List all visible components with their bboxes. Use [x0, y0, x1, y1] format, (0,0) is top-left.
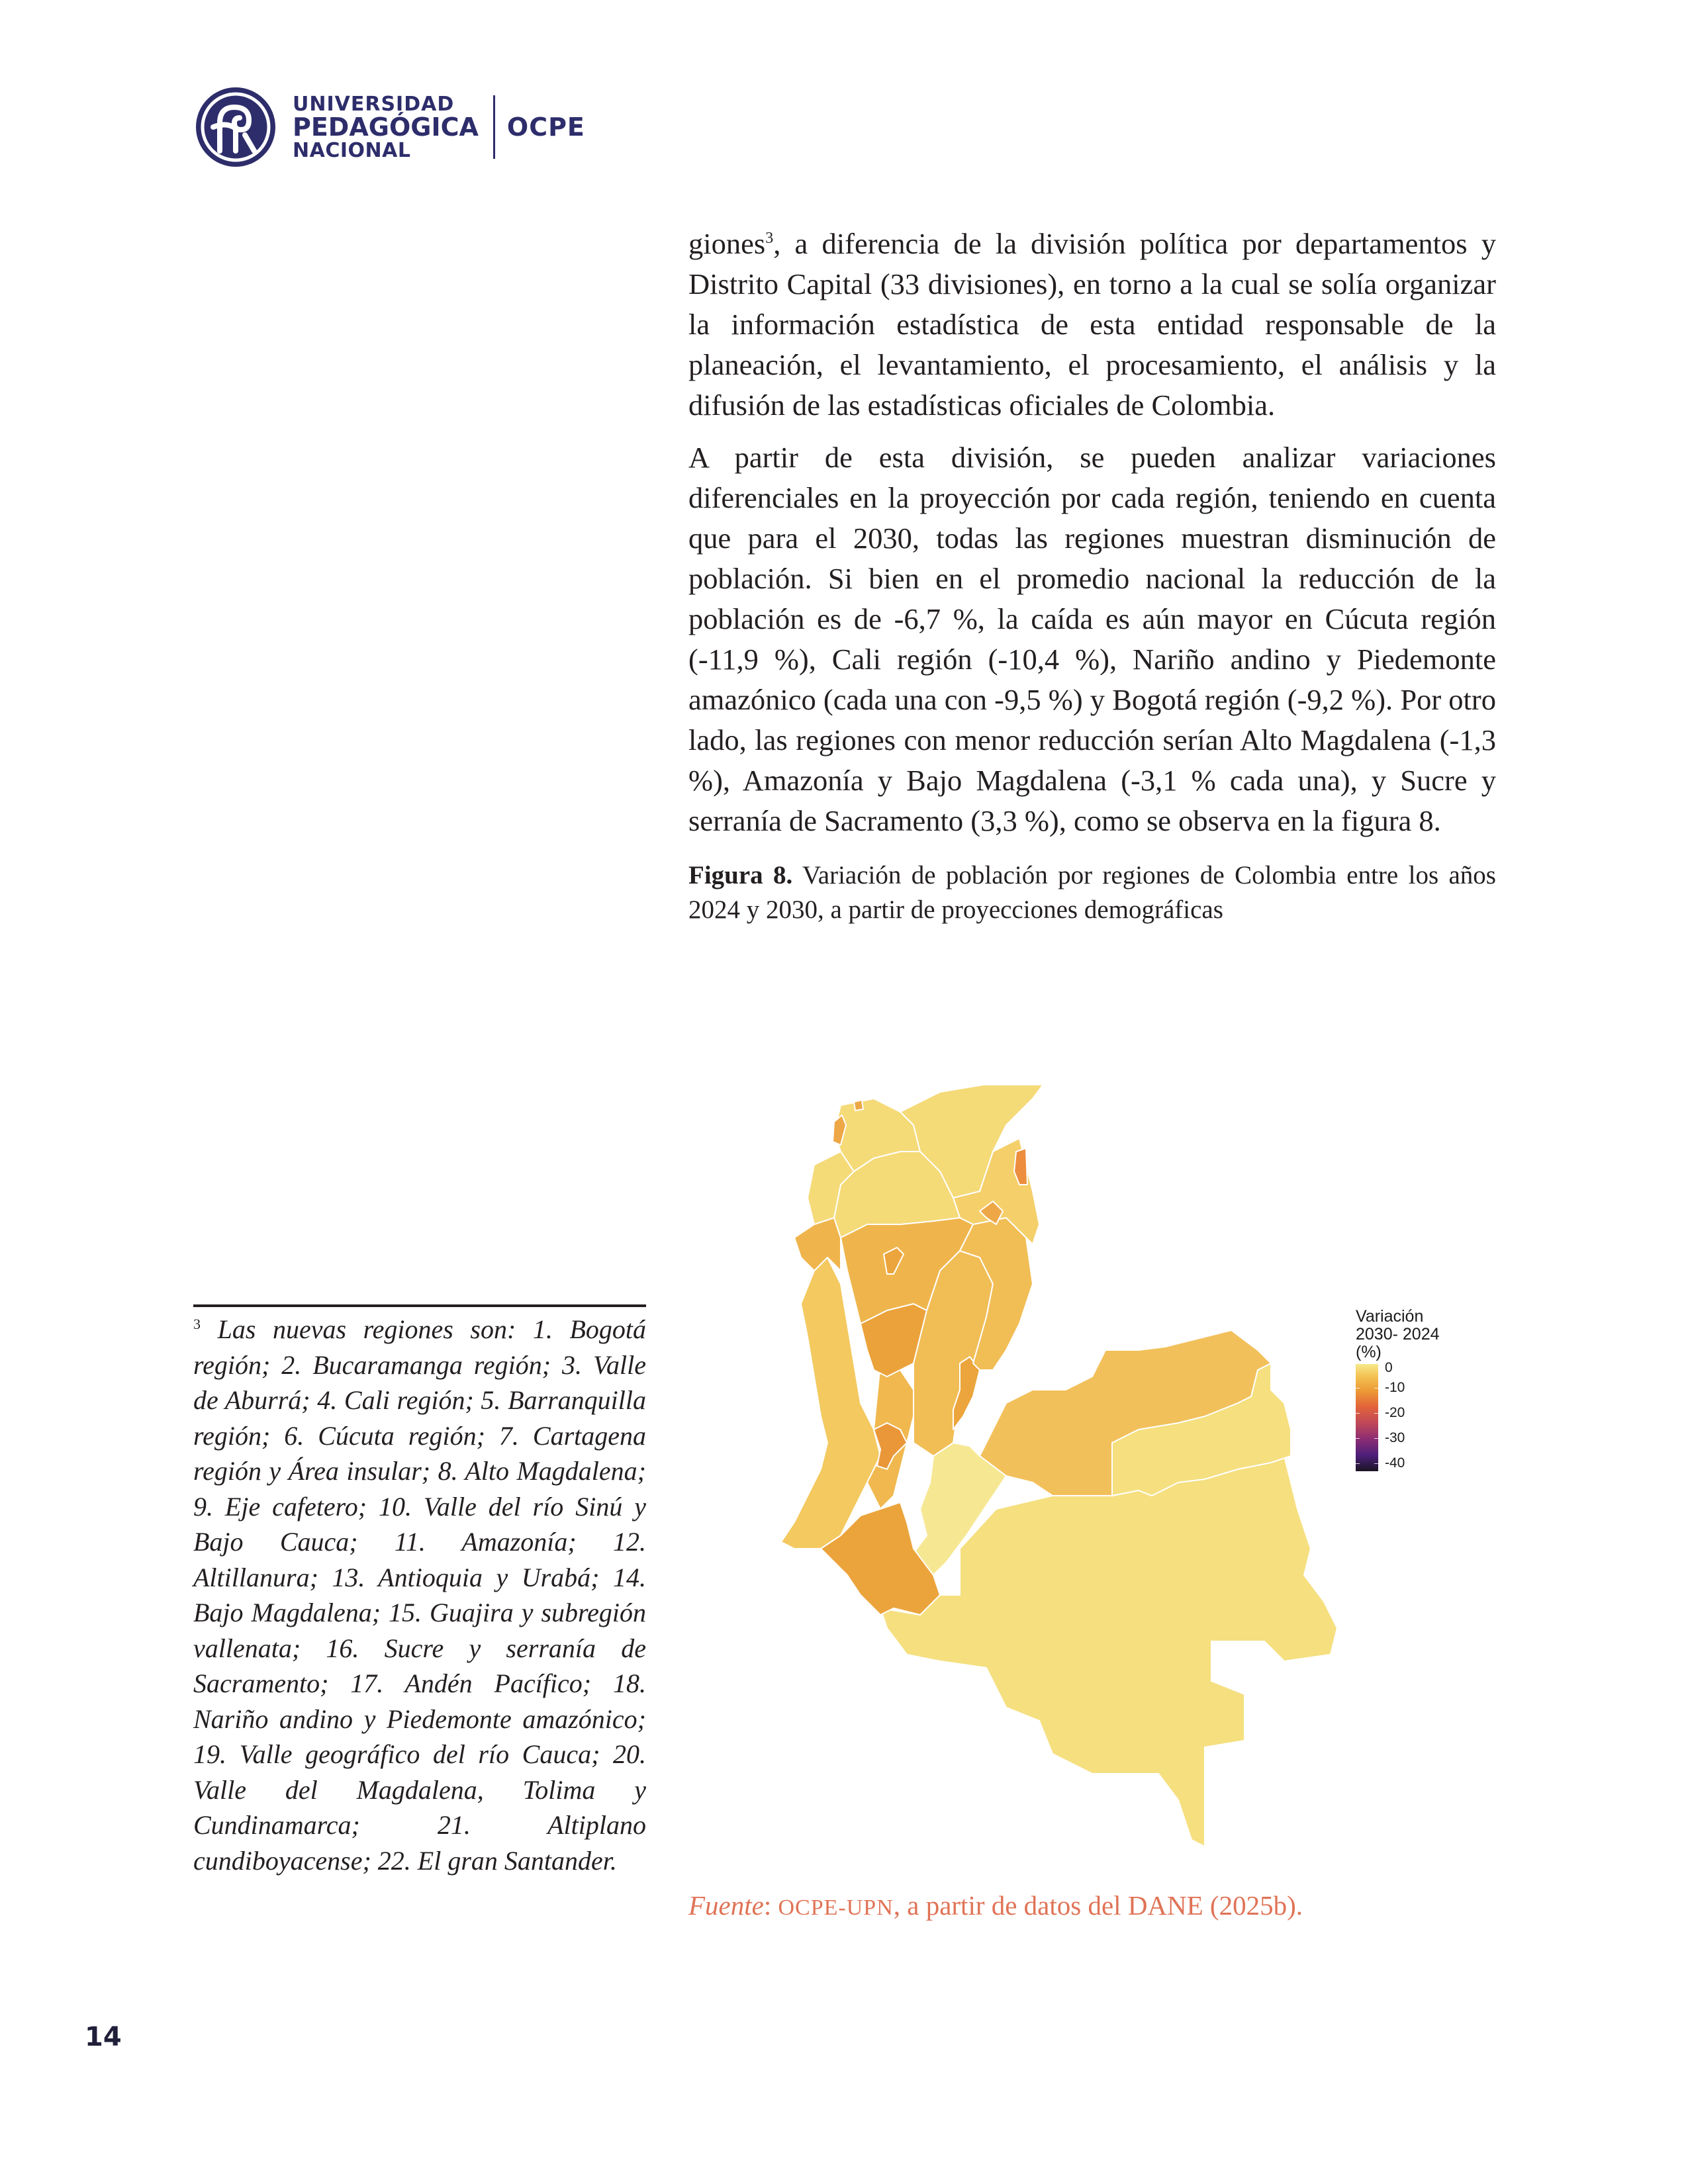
legend-tick-labels	[1385, 1360, 1418, 1477]
logo-divider	[493, 95, 495, 159]
upn-emblem-icon	[193, 85, 278, 169]
legend-tick-3: -30	[1385, 1430, 1405, 1445]
unit-name: OCPE	[506, 113, 585, 142]
source-org: OCPE-UPN	[778, 1895, 894, 1920]
logo-line-2: PEDAGÓGICA	[293, 112, 479, 142]
legend-color-scale	[1356, 1364, 1378, 1471]
main-column	[688, 224, 1496, 927]
legend-tick-0: 0	[1385, 1360, 1393, 1375]
figure-caption-text: Variación de población por regiones de Colombia entre los años 2024 y 2030, a partir de proyecciones demográficas	[688, 861, 1496, 924]
university-logo	[193, 85, 585, 169]
footnote-text: Las nuevas regiones son: 1. Bogotá región; 2. Bucaramanga región; 3. Valle de Aburrá; 4. Cali región; 5. Barranquilla región; 6. Cúcuta región; 7. Cartagena región y Área insular; 8. Alto Magdalena; 9. Eje cafetero; 10. Valle del río Sinú y Bajo Cauca; 11. Amazonía; 12. Altillanura; 13. Antioquia y Urabá; 14. Bajo Magdalena; 15. Guajira y subregión vallenata; 16. Sucre y serranía de Sacramento; 17. Andén Pacífico; 18. Nariño andino y Piedemonte amazónico; 19. Valle geográfico del río Cauca; 20. Valle del Magdalena, Tolima y Cundinamarca; 21. Altiplano cundiboyacense; 22. El gran Santander.	[193, 1314, 646, 1876]
legend-tick-2: -20	[1385, 1405, 1405, 1420]
footnote-ref[interactable]: 3	[765, 230, 774, 248]
figure-label: Figura 8.	[688, 861, 793, 889]
map-region-barranquilla	[854, 1100, 863, 1111]
legend-title	[1356, 1308, 1440, 1361]
paragraph-1-start: giones	[688, 227, 766, 260]
footnote	[193, 1312, 646, 1878]
legend-tick-1: -10	[1385, 1380, 1405, 1395]
logo-line-1: UNIVERSIDAD	[293, 92, 455, 116]
paragraph-1-rest: , a diferencia de la división política por departamentos y Distrito Capital (33 divisiones), en torno a la cual se solía organizar la información estadística de esta entidad responsable de la planeación, el levantamiento, el procesamiento, el análisis y la difusión de las estadísticas oficiales de Colombia.	[688, 227, 1496, 422]
logo-line-3: NACIONAL	[293, 138, 411, 162]
map-legend	[1356, 1308, 1440, 1477]
paragraph-1	[688, 224, 1496, 426]
footnote-rule	[193, 1304, 646, 1307]
legend-title-line-1: Variación	[1356, 1307, 1424, 1326]
university-name	[293, 93, 479, 162]
footnote-marker: 3	[193, 1316, 201, 1332]
page-number: 14	[85, 2022, 122, 2052]
source-text: , a partir de datos del DANE (2025b).	[893, 1890, 1303, 1921]
legend-tick-4: -40	[1385, 1455, 1405, 1471]
map-region-uraba	[794, 1218, 841, 1271]
legend-title-line-2: 2030- 2024	[1356, 1325, 1440, 1343]
figure-source: Fuente: OCPE-UPN, a partir de datos del DANE (2025b).	[688, 1890, 1303, 1921]
legend-title-line-3: (%)	[1356, 1343, 1382, 1361]
figure-caption	[688, 858, 1496, 927]
paragraph-2: A partir de esta división, se pueden analizar variaciones diferenciales en la proyección por cada región, teniendo en cuenta que para el 2030, todas las regiones muestran disminución de población. Si bien en el promedio nacional la reducción de la población es de -6,7 %, la caída es aún mayor en Cúcuta región (-11,9 %), Cali región (-10,4 %), Nariño andino y Piedemonte amazónico (cada una con -9,5 %) y Bogotá región (-9,2 %). Por otro lado, las regiones con menor reducción serían Alto Magdalena (-1,3 %), Amazonía y Bajo Magdalena (-3,1 % cada una), y Sucre y serranía de Sacramento (3,3 %), como se observa en la figura 8.	[688, 441, 1496, 837]
source-label: Fuente	[688, 1890, 764, 1921]
